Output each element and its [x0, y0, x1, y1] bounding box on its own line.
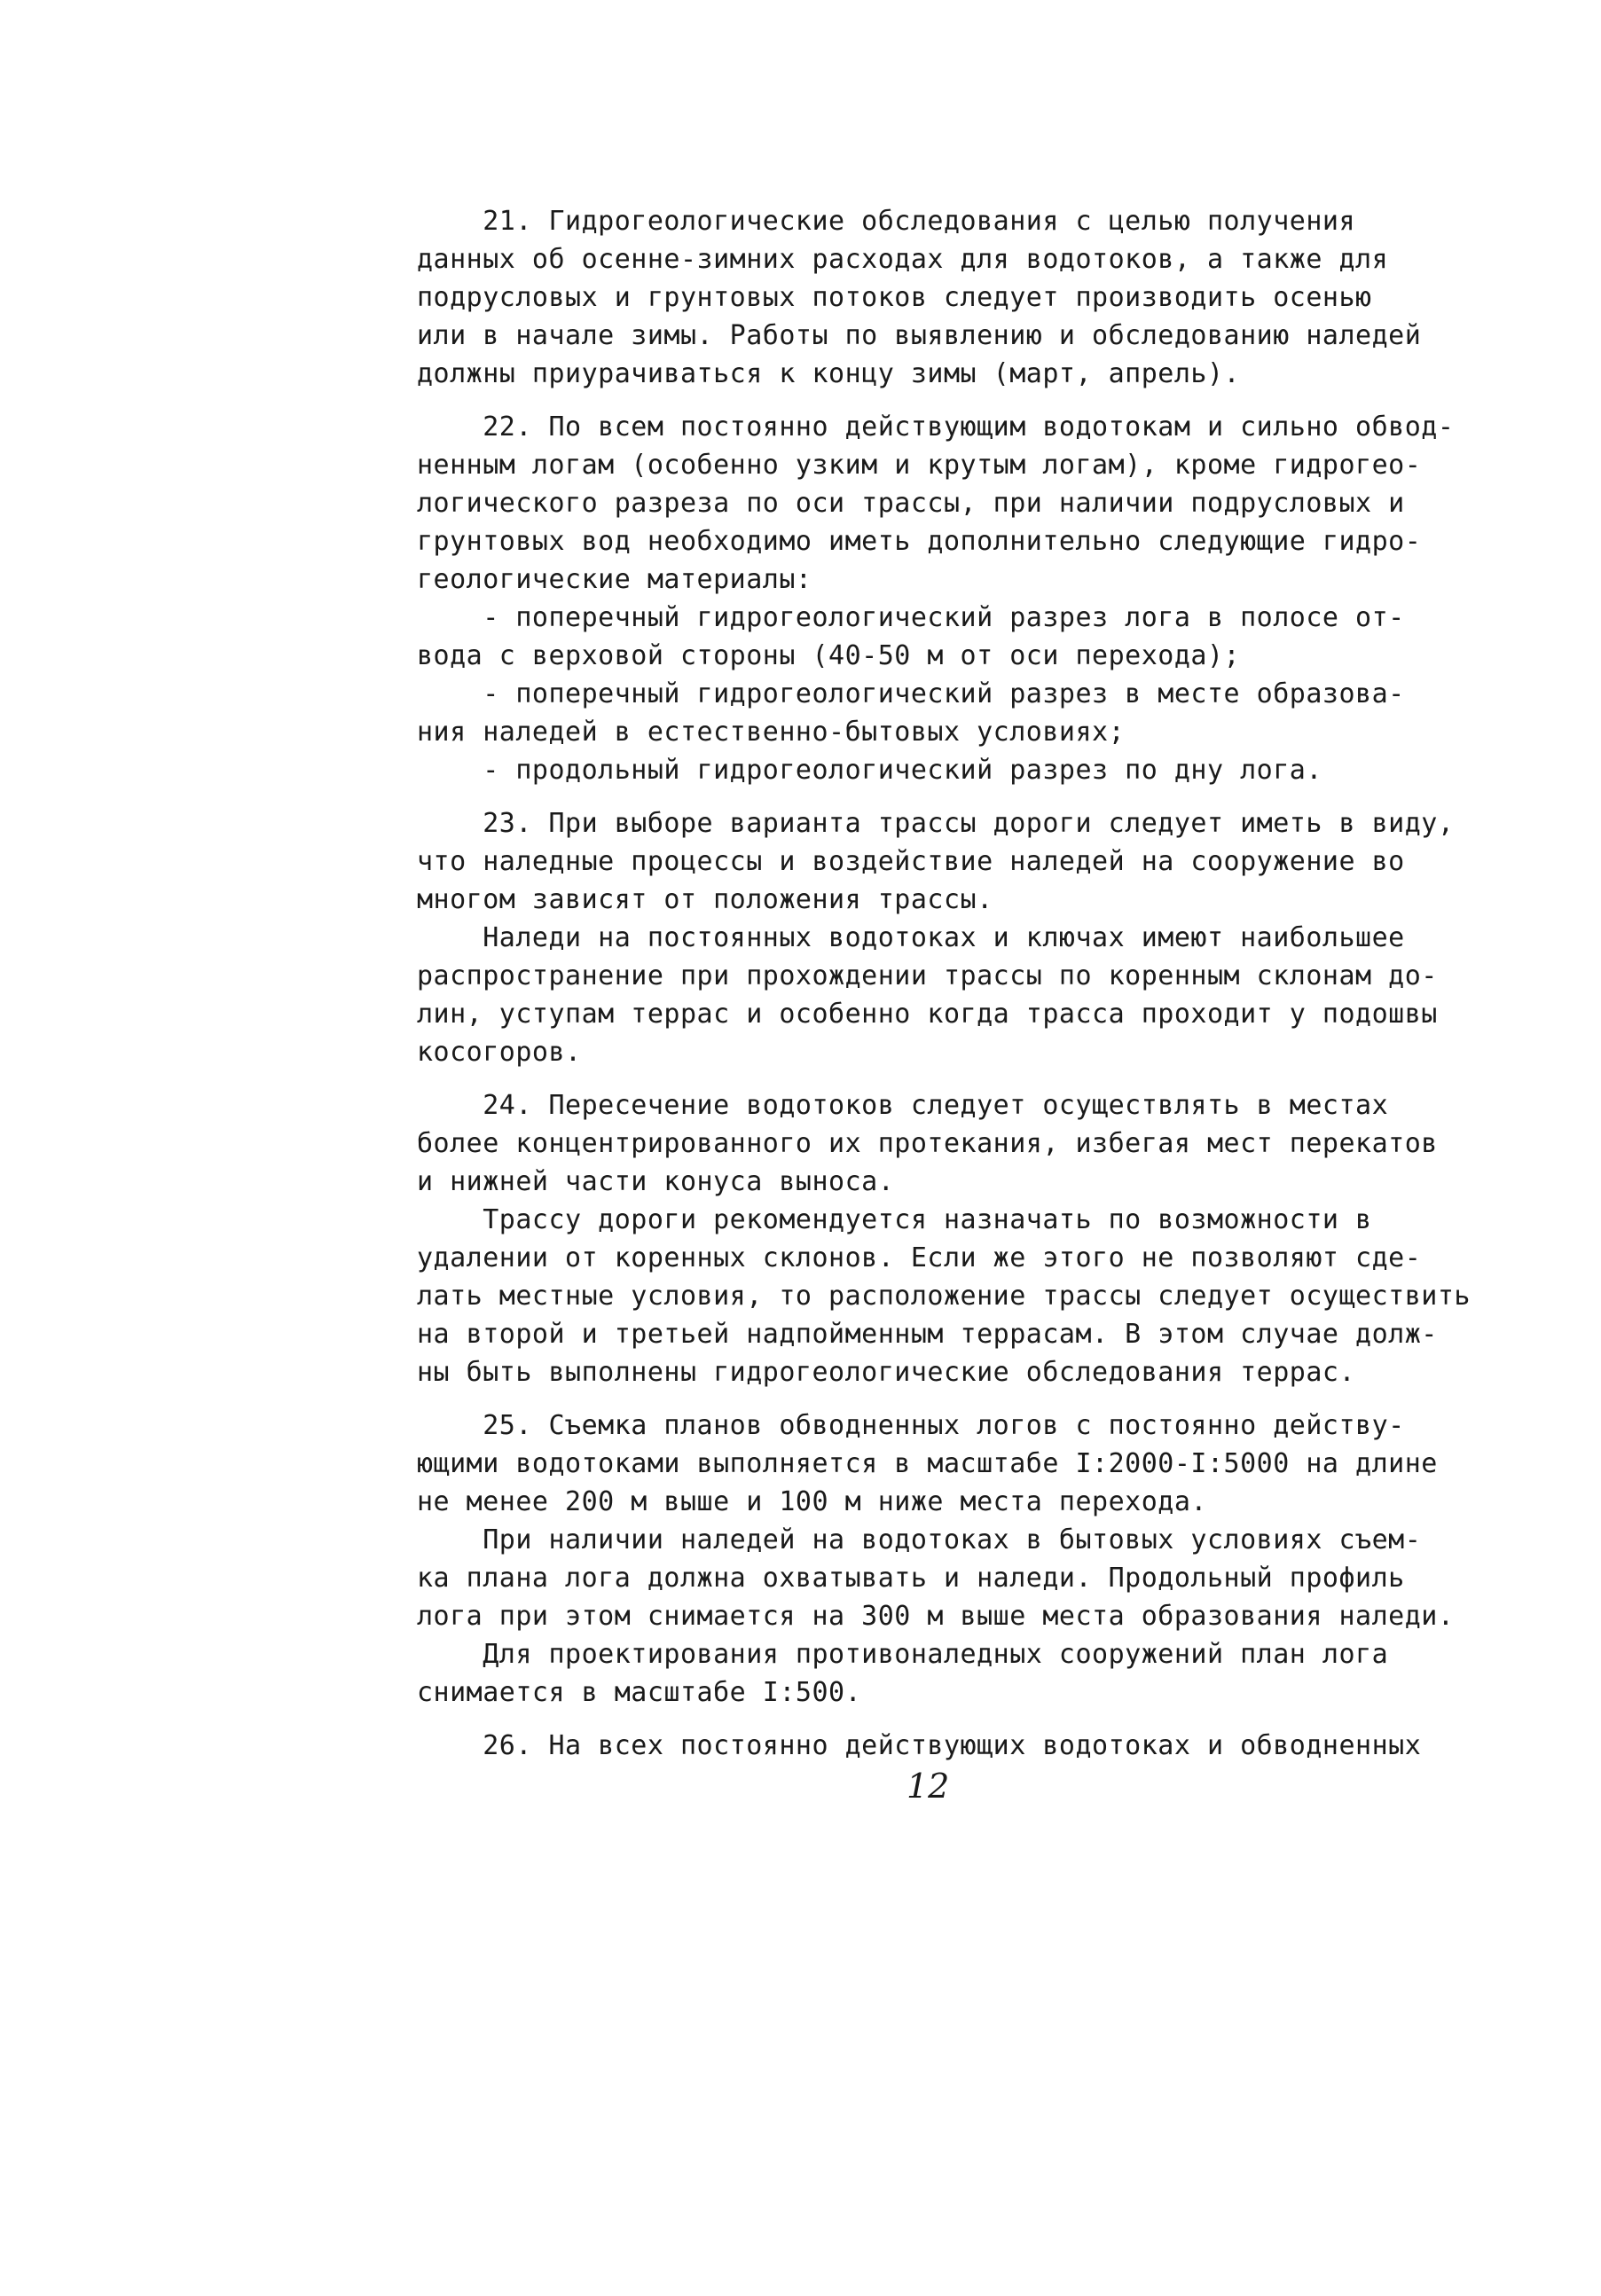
text-line: подрусловых и грунтовых потоков следует производить осенью	[417, 282, 1372, 313]
document-body	[417, 202, 1471, 1765]
text-line: данных об осенне-зимних расходах для водотоков, а также для	[417, 244, 1389, 275]
text-line: распространение при прохождении трассы по коренным склонам до-	[417, 960, 1438, 991]
paragraph-gap	[417, 393, 1446, 408]
text-line: лин, уступам террас и особенно когда трасса проходит у подошвы	[417, 999, 1438, 1030]
text-line: ненным логам (особенно узким и крутым логам), кроме гидрогео-	[417, 450, 1422, 481]
text-line: более концентрированного их протекания, избегая мест перекатов	[417, 1128, 1438, 1159]
text-line: 25. Съемка планов обводненных логов с постоянно действу-	[417, 1410, 1405, 1441]
text-line: 22. По всем постоянно действующим водотокам и сильно обвод-	[417, 411, 1455, 443]
text-line: Трассу дороги рекомендуется назначать по возможности в	[417, 1204, 1372, 1235]
text-line: что наледные процессы и воздействие наледей на сооружение во	[417, 846, 1405, 877]
text-line: Для проектирования противоналедных сооружений план лога	[417, 1639, 1389, 1670]
text-line: логического разреза по оси трассы, при наличии подрусловых и	[417, 488, 1405, 519]
text-line: 23. При выборе варианта трассы дороги следует иметь в виду,	[417, 808, 1455, 839]
page-number: 12	[906, 1767, 950, 1806]
text-line: или в начале зимы. Работы по выявлению и обследованию наледей	[417, 320, 1422, 351]
text-line: - поперечный гидрогеологический разрез в месте образова-	[417, 678, 1405, 709]
text-line: Наледи на постоянных водотоках и ключах имеют наибольшее	[417, 922, 1405, 953]
text-line: удалении от коренных склонов. Если же этого не позволяют сде-	[417, 1242, 1422, 1273]
text-line: должны приурачиваться к концу зимы (март, апрель).	[417, 358, 1241, 389]
text-line: - поперечный гидрогеологический разрез лога в полосе от-	[417, 602, 1405, 633]
text-line: - продольный гидрогеологический разрез по дну лога.	[417, 755, 1322, 786]
paragraph-gap	[417, 1071, 1446, 1086]
text-line: лать местные условия, то расположение трассы следует осуществить	[417, 1281, 1471, 1312]
text-line: многом зависят от положения трассы.	[417, 884, 993, 915]
text-line: и нижней части конуса выноса.	[417, 1166, 895, 1197]
text-line: 21. Гидрогеологические обследования с целью получения	[417, 206, 1356, 237]
text-line: 26. На всех постоянно действующих водотоках и обводненных	[417, 1730, 1422, 1761]
text-line: ны быть выполнены гидрогеологические обследования террас.	[417, 1357, 1356, 1388]
paragraph-gap	[417, 1391, 1446, 1407]
paragraph-gap	[417, 789, 1446, 804]
text-line: вода с верховой стороны (40-50 м от оси перехода);	[417, 640, 1241, 671]
text-line: косогоров.	[417, 1037, 582, 1068]
text-line: геологические материалы:	[417, 564, 812, 595]
text-line: снимается в масштабе I:500.	[417, 1677, 862, 1708]
text-line: ния наледей в естественно-бытовых условиях;	[417, 717, 1126, 748]
text-line: ющими водотоками выполняется в масштабе I:2000-I:5000 на длине	[417, 1448, 1438, 1479]
text-line: лога при этом снимается на 300 м выше места образования наледи.	[417, 1601, 1455, 1632]
text-line: грунтовых вод необходимо иметь дополнительно следующие гидро-	[417, 526, 1422, 557]
paragraph-gap	[417, 1712, 1446, 1727]
text-line: ка плана лога должна охватывать и наледи. Продольный профиль	[417, 1563, 1405, 1594]
text-line: При наличии наледей на водотоках в бытовых условиях съем-	[417, 1524, 1422, 1555]
text-line: 24. Пересечение водотоков следует осуществлять в местах	[417, 1090, 1389, 1121]
text-line: на второй и третьей надпойменным террасам. В этом случае долж-	[417, 1319, 1438, 1350]
text-line: не менее 200 м выше и 100 м ниже места перехода.	[417, 1486, 1207, 1517]
